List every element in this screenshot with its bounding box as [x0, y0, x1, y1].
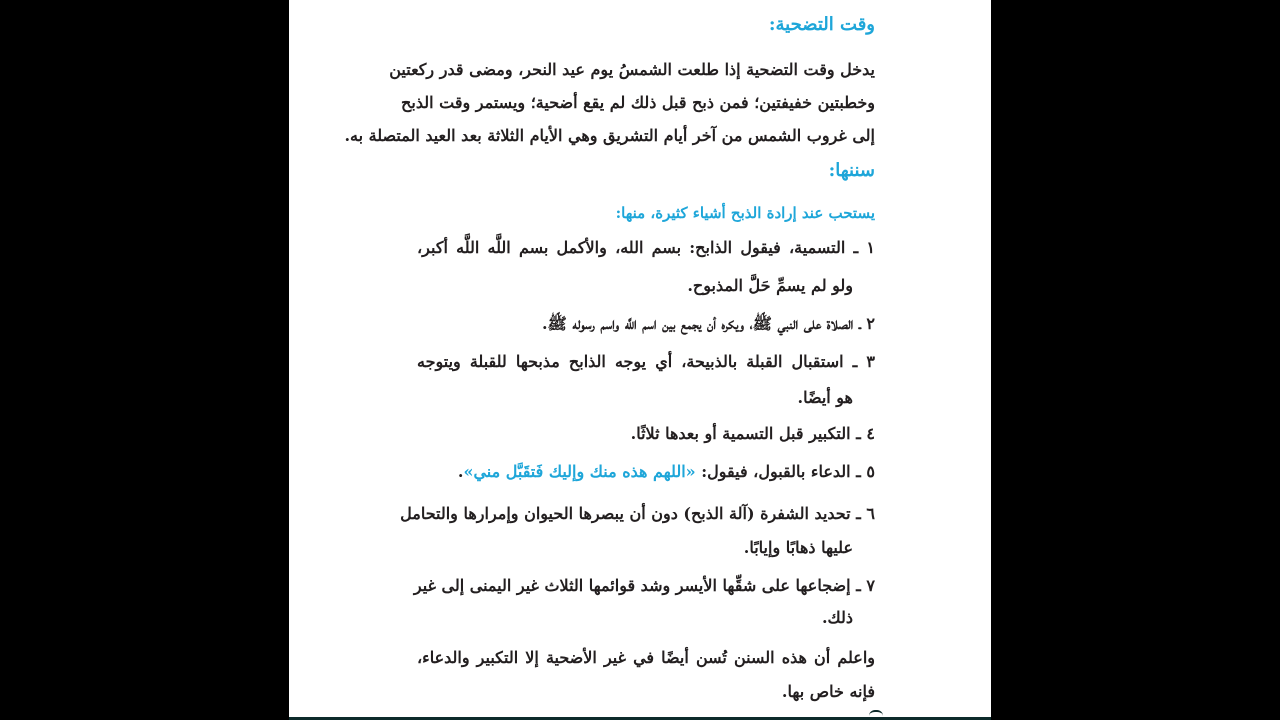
- item-5-dua-quote: «اللهم هذه منك وإليك فَتقَبَّل مني»: [463, 462, 696, 481]
- section-title-sacrifice-time: وقت التضحية:: [768, 14, 875, 35]
- item-4: ٤ ـ التكبير قبل التسمية أو بعدها ثلاثًا.: [630, 424, 875, 443]
- item-3-line-2: هو أيضًا.: [797, 388, 853, 407]
- item-7-line-1: ٧ ـ إضجاعها على شقِّها الأيسر وشد قوائمها الثلاث غير اليمنى إلى غير: [413, 576, 875, 595]
- time-paragraph-line-2: وخطبتين خفيفتين؛ فمن ذبح قبل ذلك لم يقع أضحية؛ ويستمر وقت الذبح: [401, 93, 875, 112]
- item-5-prefix: ٥ ـ الدعاء بالقبول، فيقول:: [695, 462, 875, 481]
- page-bottom-ornament: [869, 710, 883, 718]
- section-title-sunan: سننها:: [828, 160, 875, 181]
- item-3-line-1: ٣ ـ استقبال القبلة بالذبيحة، أي يوجه الذابح مذبحها للقبلة ويتوجه: [417, 352, 875, 371]
- closing-line-1: واعلم أن هذه السنن تُسن أيضًا في غير الأضحية إلا التكبير والدعاء،: [417, 648, 875, 667]
- time-paragraph-line-3: إلى غروب الشمس من آخر أيام التشريق وهي الأيام الثلاثة بعد العيد المتصلة به.: [344, 126, 875, 145]
- item-6-line-1: ٦ ـ تحديد الشفرة (آلة الذبح) دون أن يبصرها الحيوان وإمرارها والتحامل: [400, 504, 875, 523]
- sunan-intro: يستحب عند إرادة الذبح أشياء كثيرة، منها:: [615, 204, 875, 222]
- document-page: [289, 0, 991, 720]
- time-paragraph-line-1: يدخل وقت التضحية إذا طلعت الشمسُ يوم عيد النحر، ومضى قدر ركعتين: [389, 60, 875, 79]
- item-5: [458, 462, 875, 481]
- item-2: ٢ ـ الصلاة على النبي ﷺ، ويكره أن يجمع بين اسم اللَّه واسم رسوله ﷺ.: [541, 314, 875, 333]
- item-5-suffix: .: [457, 462, 464, 481]
- item-6-line-2: عليها ذهابًا وإيابًا.: [743, 538, 853, 557]
- item-1-line-2: ولو لم يسمِّ حَلَّ المذبوح.: [687, 276, 853, 295]
- item-7-line-2: ذلك.: [821, 608, 853, 627]
- item-1-line-1: ١ ـ التسمية، فيقول الذابح: بسم الله، والأكمل بسم اللَّه اللَّه أكبر،: [417, 238, 875, 257]
- closing-line-2: فإنه خاص بها.: [781, 682, 875, 701]
